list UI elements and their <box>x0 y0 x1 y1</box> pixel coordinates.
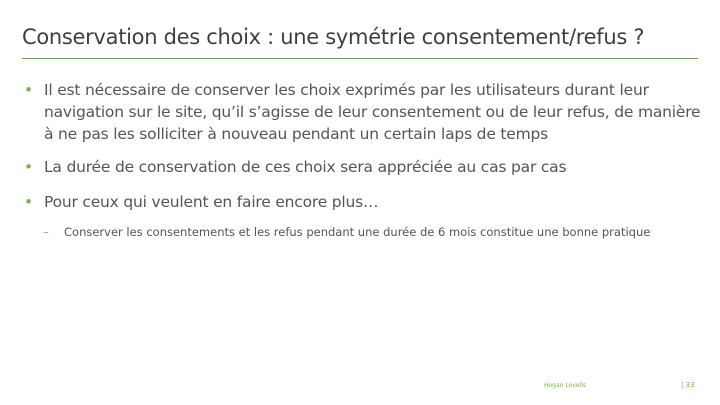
bullet-text: La durée de conservation de ces choix sera appréciée au cas par cas <box>44 158 567 176</box>
bullet-item <box>24 156 704 178</box>
bullet-marker: • <box>24 81 34 99</box>
slide-title: Conservation des choix : une symétrie consentement/refus ? <box>22 25 645 49</box>
bullet-marker: • <box>24 158 34 176</box>
footer-brand: Hogan Lovells <box>544 382 586 389</box>
bullet-text: Il est nécessaire de conserver les choix exprimés par les utilisateurs durant leur navigation sur le site, qu’il s’agisse de leur consentement ou de leur refus, de manière à ne pas les solliciter à nouveau pendant un certain laps de temps <box>44 81 701 143</box>
page-number: | 33 <box>681 381 695 389</box>
bullet-item <box>24 79 704 145</box>
sub-bullet-marker: – <box>43 225 49 239</box>
title-divider <box>22 58 698 59</box>
sub-bullet-text: Conserver les consentements et les refus pendant une durée de 6 mois constitue une bonne pratique <box>64 225 651 239</box>
bullet-text: Pour ceux qui veulent en faire encore plus… <box>44 193 379 211</box>
bullet-marker: • <box>24 193 34 211</box>
bullet-item <box>24 191 704 213</box>
sub-bullet-item <box>43 223 673 241</box>
